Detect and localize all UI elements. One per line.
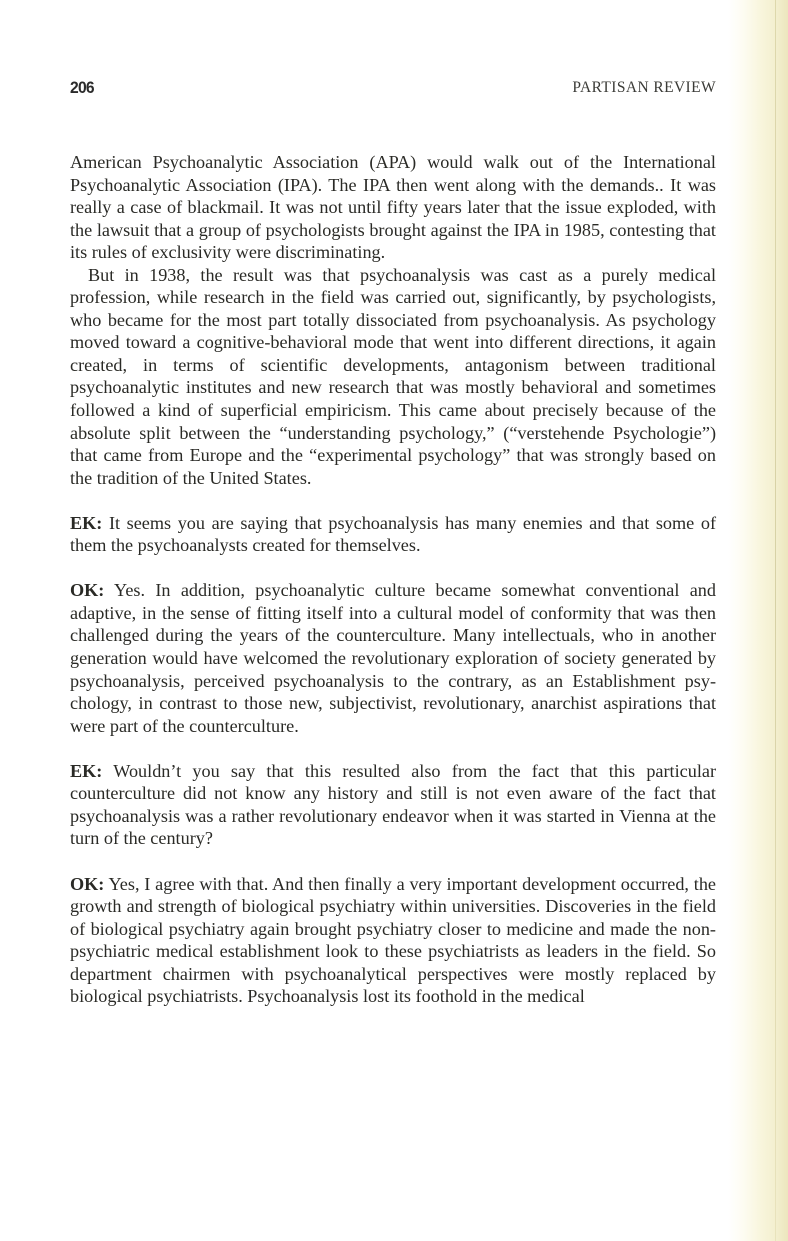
- article-body: [70, 151, 716, 1008]
- paragraph-text: Yes, I agree with that. And then finally a very important development occurred, the growth and strength of biological psychiatry within universities. Discoveries in the field of biological psychiatry again brought psychiatry closer to medicine and made the non-psychiatric medical establishment look to these psychiatrists as leaders in the field. So department chairmen with psychoanalytical perspectives were mostly replaced by biological psychiatrists. Psychoanalysis lost its foothold in the medical: [70, 873, 716, 1007]
- paragraph: [70, 264, 716, 489]
- interview-question: [70, 760, 716, 850]
- paragraph-text: It seems you are saying that psychoanalysis has many enemies and that some of them the psychoanalysts created for themselves.: [70, 512, 716, 556]
- running-head: [70, 78, 716, 100]
- paragraph-text: But in 1938, the result was that psychoanalysis was cast as a purely medical profession, while research in the field was carried out, significantly, by psychologists, who became for the most part totally dissociated from psychoanalysis. As psychology moved toward a cognitive-behavioral mode that went into different directions, it again created, in terms of scientific developments, antagonism between traditional psychoanalytic institutes and new research that was mostly behavioral and sometimes followed a kind of superficial empiricism. This came about precisely because of the absolute split between the “understanding psychology,” (“verstehende Psychologie”) that came from Europe and the “experimental psychology” that was strongly based on the tradition of the United States.: [70, 264, 716, 488]
- speaker-label: EK:: [70, 512, 103, 533]
- speaker-label: EK:: [70, 760, 103, 781]
- interview-question: [70, 512, 716, 557]
- interview-answer: [70, 579, 716, 737]
- interview-answer: [70, 873, 716, 1008]
- paragraph-text: American Psychoanalytic Association (APA) would walk out of the International Psychoanalytic Association (IPA). The IPA then went along with the demands.. It was really a case of blackmail. It was not until fifty years later that the issue exploded, with the lawsuit that a group of psychologists brought against the IPA in 1985, contesting that its rules of exclusivity were discriminating.: [70, 152, 716, 263]
- paragraph-continued: [70, 151, 716, 264]
- page-number: 206: [70, 78, 94, 97]
- speaker-label: OK:: [70, 580, 105, 601]
- book-page-edge: [728, 0, 788, 1241]
- paragraph-text: Yes. In addition, psychoanalytic culture became somewhat conventional and adaptive, in the sense of fitting itself into a cultural model of conformity that was then challenged during the years of the counterculture. Many intellectuals, who in another generation would have welcomed the revolutionary exploration of society generated by psychoanalysis, perceived psychoanalysis to the contrary, as an Establishment psychology, in contrast to those new, subjectivist, revolutionary, anarchist aspirations that were part of the counterculture.: [70, 580, 716, 736]
- paragraph-text: Wouldn’t you say that this resulted also from the fact that this particular counterculture did not know any history and still is not even aware of the fact that psychoanalysis was a rather revolutionary endeavor when it was started in Vienna at the turn of the century?: [70, 760, 716, 849]
- speaker-label: OK:: [70, 873, 105, 894]
- journal-title: PARTISAN REVIEW: [572, 79, 716, 96]
- page-edge-shadow-line: [775, 0, 776, 1241]
